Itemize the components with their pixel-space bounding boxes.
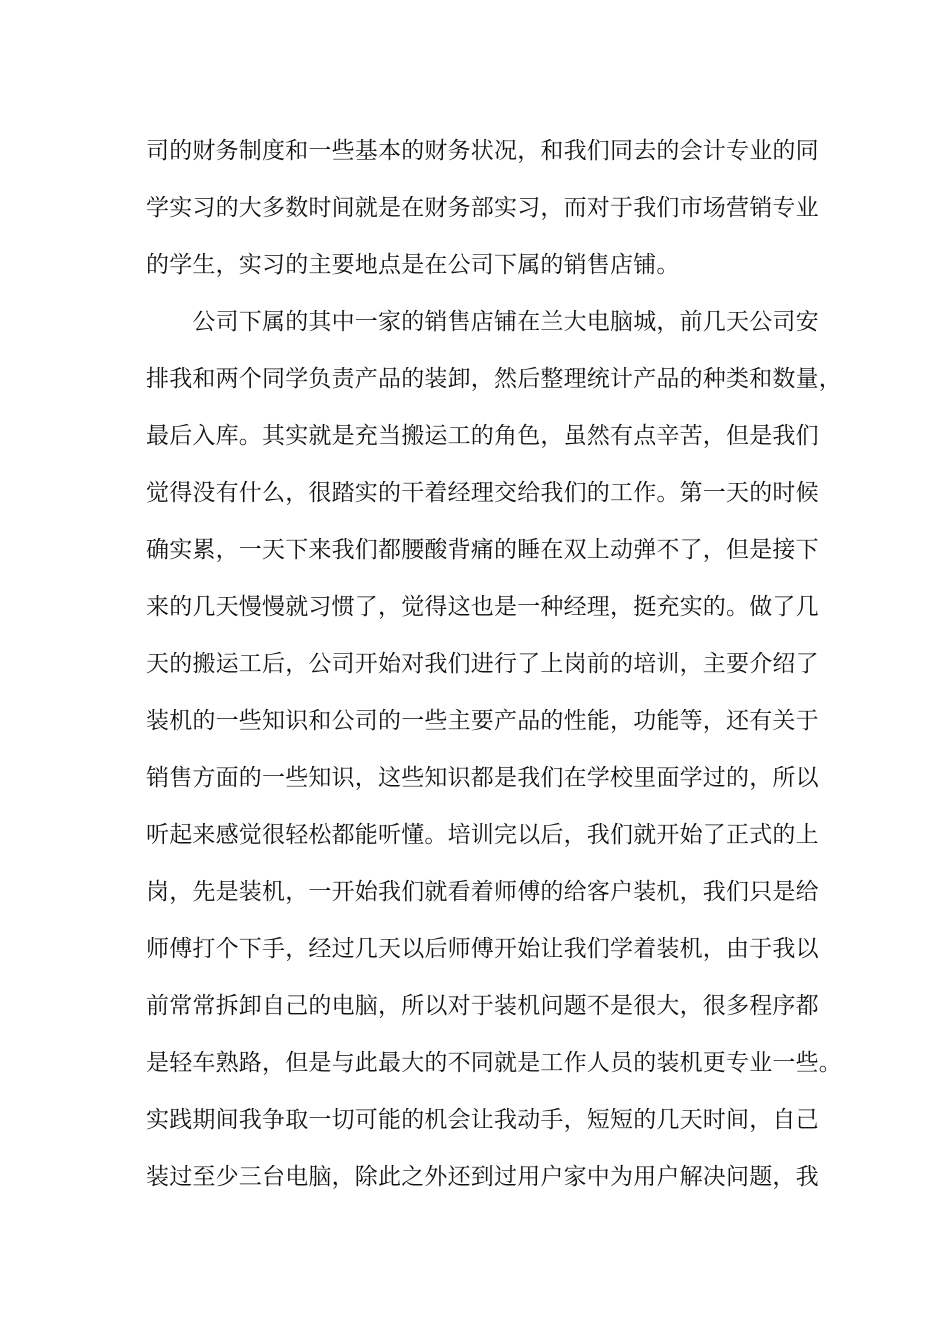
body-text bbox=[146, 123, 842, 1206]
text-line: 的学生，实习的主要地点是在公司下属的销售店铺。 bbox=[146, 252, 680, 278]
text-line: 装过至少三台电脑，除此之外还到过用户家中为用户解决问题，我 bbox=[146, 1164, 819, 1190]
text-line: 是轻车熟路，但是与此最大的不同就是工作人员的装机更专业一些。 bbox=[146, 1050, 842, 1076]
text-line: 最后入库。其实就是充当搬运工的角色，虽然有点辛苦，但是我们 bbox=[146, 423, 819, 449]
text-line: 听起来感觉很轻松都能听懂。培训完以后，我们就开始了正式的上 bbox=[146, 822, 819, 848]
text-line: 销售方面的一些知识，这些知识都是我们在学校里面学过的，所以 bbox=[146, 765, 819, 791]
text-line: 排我和两个同学负责产品的装卸，然后整理统计产品的种类和数量， bbox=[146, 366, 842, 392]
text-line: 岗，先是装机，一开始我们就看着师傅的给客户装机，我们只是给 bbox=[146, 879, 819, 905]
text-line: 前常常拆卸自己的电脑，所以对于装机问题不是很大，很多程序都 bbox=[146, 993, 819, 1019]
text-line: 天的搬运工后，公司开始对我们进行了上岗前的培训，主要介绍了 bbox=[146, 651, 819, 677]
text-line: 实践期间我争取一切可能的机会让我动手，短短的几天时间，自己 bbox=[146, 1107, 819, 1133]
text-line: 学实习的大多数时间就是在财务部实习，而对于我们市场营销专业 bbox=[146, 195, 819, 221]
text-line: 公司下属的其中一家的销售店铺在兰大电脑城，前几天公司安 bbox=[146, 309, 819, 335]
text-line: 师傅打个下手，经过几天以后师傅开始让我们学着装机，由于我以 bbox=[146, 936, 819, 962]
text-line: 确实累，一天下来我们都腰酸背痛的睡在双上动弹不了，但是接下 bbox=[146, 537, 819, 563]
text-line: 来的几天慢慢就习惯了，觉得这也是一种经理，挺充实的。做了几 bbox=[146, 594, 819, 620]
text-line: 司的财务制度和一些基本的财务状况，和我们同去的会计专业的同 bbox=[146, 138, 819, 164]
text-line: 觉得没有什么，很踏实的干着经理交给我们的工作。第一天的时候 bbox=[146, 480, 819, 506]
text-line: 装机的一些知识和公司的一些主要产品的性能，功能等，还有关于 bbox=[146, 708, 819, 734]
